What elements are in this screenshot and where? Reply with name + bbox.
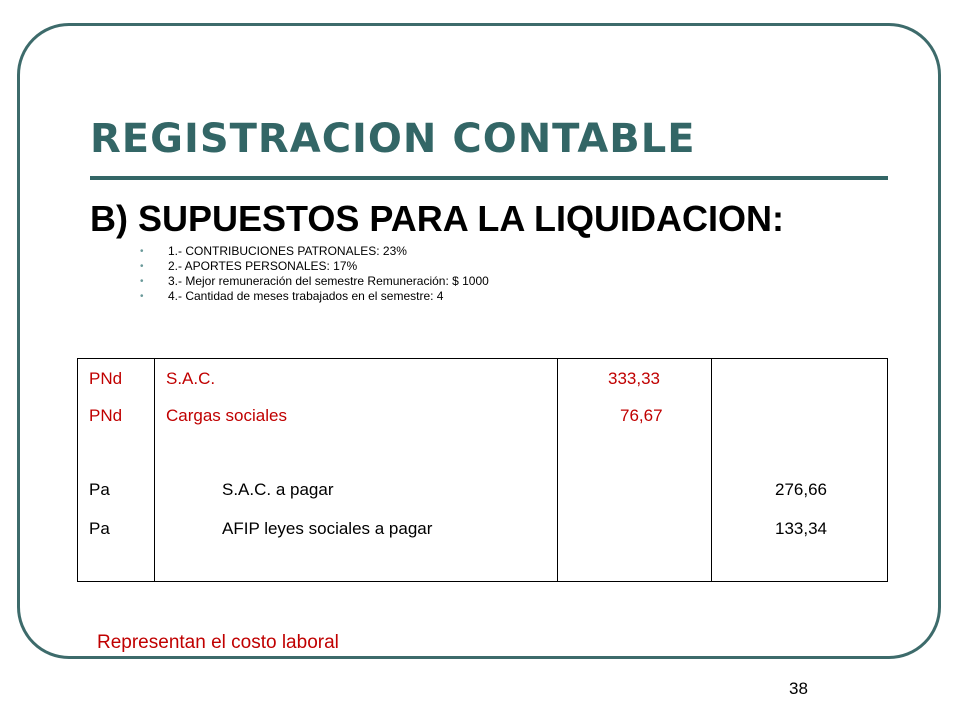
assumption-item (140, 289, 489, 304)
bullet-icon: • (140, 291, 144, 302)
entry-type: Pa (89, 519, 110, 538)
entry-type: PNd (89, 406, 123, 425)
slide-title: REGISTRACION CONTABLE (90, 116, 696, 162)
entry-account: S.A.C. a pagar (222, 480, 334, 499)
title-underline (90, 176, 888, 180)
entry-account: AFIP leyes sociales a pagar (222, 519, 433, 538)
page-number: 38 (789, 679, 808, 698)
entry-type: Pa (89, 480, 110, 499)
assumption-text: 4.- Cantidad de meses trabajados en el semestre: 4 (168, 289, 444, 303)
entry-credit: 276,66 (775, 480, 827, 499)
assumption-item (140, 259, 489, 274)
assumptions-list (140, 244, 489, 304)
journal-entry-table (77, 358, 888, 582)
column-divider (557, 359, 558, 581)
entry-account: S.A.C. (166, 369, 216, 388)
bullet-icon: • (140, 246, 144, 257)
column-divider (154, 359, 155, 581)
column-divider (711, 359, 712, 581)
entry-debit: 76,67 (620, 406, 663, 425)
slide-subtitle: B) SUPUESTOS PARA LA LIQUIDACION: (90, 198, 785, 239)
bullet-icon: • (140, 276, 144, 287)
entry-account: Cargas sociales (166, 406, 287, 425)
labor-cost-note: Representan el costo laboral (97, 632, 339, 653)
entry-debit: 333,33 (608, 369, 660, 388)
entry-type: PNd (89, 369, 123, 388)
bullet-icon: • (140, 261, 144, 272)
assumption-text: 1.- CONTRIBUCIONES PATRONALES: 23% (168, 244, 407, 258)
assumption-item (140, 244, 489, 259)
entry-credit: 133,34 (775, 519, 827, 538)
assumption-text: 2.- APORTES PERSONALES: 17% (168, 259, 358, 273)
assumption-item (140, 274, 489, 289)
assumption-text: 3.- Mejor remuneración del semestre Remuneración: $ 1000 (168, 274, 489, 288)
